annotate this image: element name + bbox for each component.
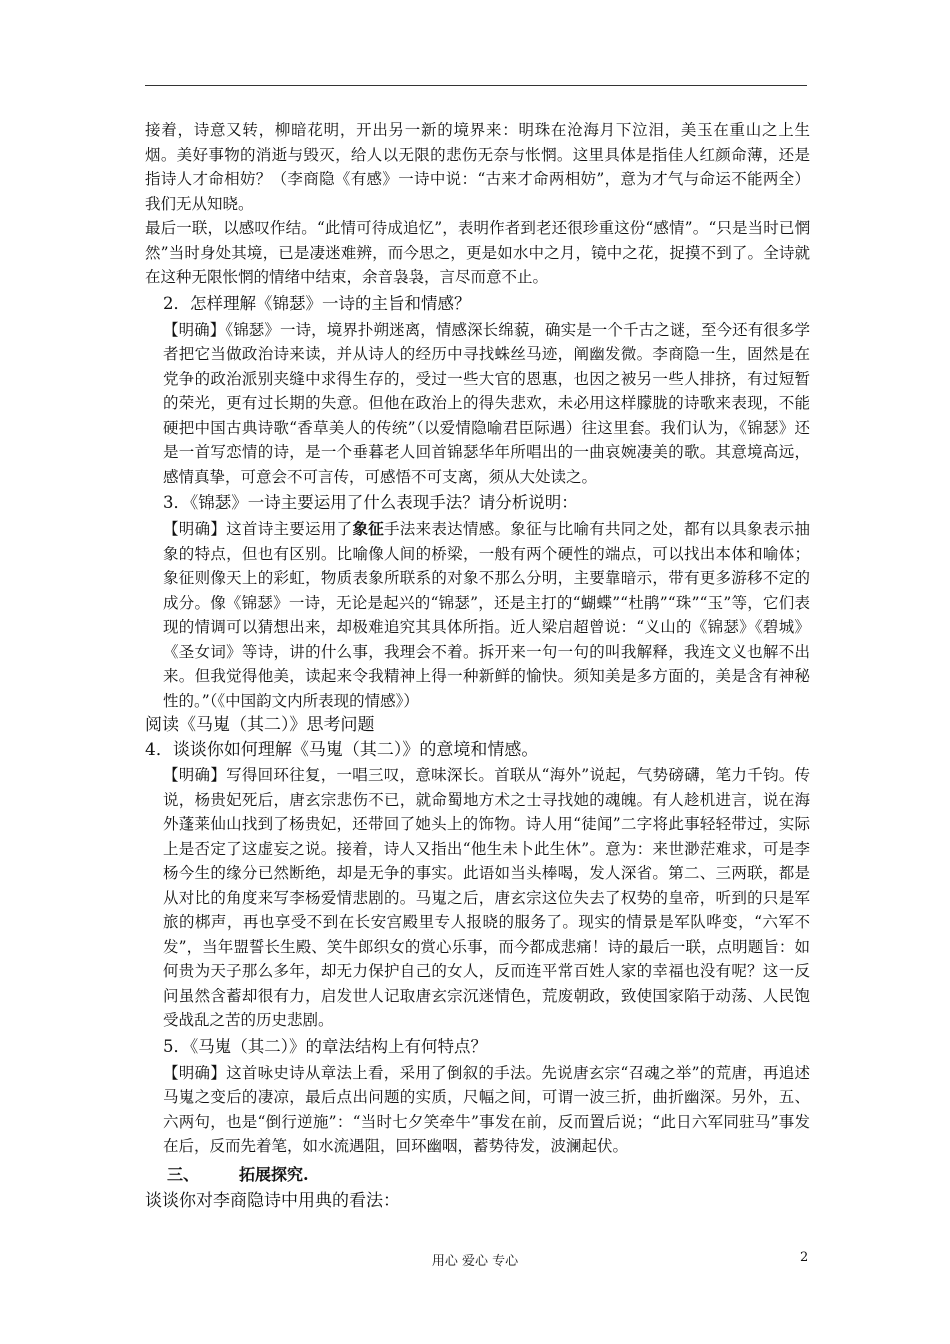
- answer-5: 【明确】这首咏史诗从章法上看，采用了倒叙的手法。先说唐玄宗“召魂之举”的荒唐，再追述马嵬之变后的凄凉，最后点出问题的实质，尺幅之间，可谓一波三折，曲折幽深。另外，五、六两句，也是“倒行逆施”：“当时七夕笑牵牛”事发在前，反而置后说；“此日六军同驻马”事发在后，反而先着笔，如水流遇阻，回环幽咽，蓄势待发，波澜起伏。: [163, 1063, 810, 1155]
- answer-4: 【明确】写得回环往复，一唱三叹，意味深长。首联从“海外”说起，气势磅礴，笔力千钧。传说，杨贵妃死后，唐玄宗悲伤不已，就命蜀地方术之士寻找她的魂魄。有人趁机进言，说在海外蓬莱仙山找到了杨贵妃，还带回了她头上的饰物。诗人用“徒闻”二字将此事轻轻带过，实际上是否定了这虚妄之说。接着，诗人又指出“他生未卜此生休”。意为：来世渺茫难求，可是李杨今生的缘分已然断绝，却是无争的事实。此语如当头棒喝，发人深省。第二、三两联，都是从对比的角度来写李杨爱情悲剧的。马嵬之后，唐玄宗这位失去了权势的皇帝，听到的只是军旅的梆声，再也享受不到在长安宫殿里专人报晓的服务了。现实的情景是军队哗变，“六军不发”，当年盟誓长生殿、笑牛郎织女的赏心乐事，而今都成悲痛！诗的最后一联，点明题旨：如何贵为天子那么多年，却无力保护自己的女人，反而连平常百姓人家的幸福也没有呢？这一反问虽然含蓄却很有力，启发世人记取唐玄宗沉迷情色，荒废朝政，致使国家陷于动荡、人民饱受战乱之苦的历史悲剧。: [163, 766, 810, 1029]
- answer-2: 【明确】《锦瑟》一诗，境界扑朔迷离，情感深长绵藐，确实是一个千古之谜，至今还有很多学者把它当做政治诗来读，并从诗人的经历中寻找蛛丝马迹，阐幽发微。李商隐一生，固然是在党争的政治派别夹缝中求得生存的，受过一些大官的恩惠，也因之被另一些人排挤，有过短暂的荣光，更有过长期的失意。但他在政治上的得失悲欢，未必用这样朦胧的诗歌来表现，不能硬把中国古典诗歌“香草美人的传统”（以爱情隐喻君臣际遇）往这里套。我们认为，《锦瑟》还是一首写恋情的诗，是一个垂暮老人回首锦瑟华年所唱出的一曲哀婉凄美的歌。其意境高远，感情真挚，可意会不可言传，可感悟不可支离，须从大处读之。: [163, 320, 810, 486]
- question-5: 5．《马嵬（其二）》的章法结构上有何特点？: [163, 1036, 487, 1056]
- answer-3: [145, 517, 810, 713]
- section-title: 拓展探究.: [239, 1164, 309, 1184]
- page-number: 2: [800, 1250, 809, 1265]
- final-prompt: 谈谈你对李商隐诗中用典的看法：: [145, 1190, 400, 1211]
- keyword-symbolism: 象征: [352, 519, 385, 538]
- answer-3-lead: 【明确】这首诗主要运用了: [163, 520, 353, 538]
- paragraph-imagery: 接着，诗意又转，柳暗花明，开出另一新的境界来：明珠在沧海月下泣泪，美玉在重山之上生烟。美好事物的消逝与毁灭，给人以无限的悲伤无奈与怅惘。这里具体是指佳人红颜命薄，还是指诗人才命相妨？（李商隐《有感》一诗中说：“古来才命两相妨”，意为才气与命运不能两全）我们无从知晓。: [145, 121, 810, 213]
- question-3: 3．《锦瑟》一诗主要运用了什么表现手法？请分析说明：: [163, 493, 578, 512]
- section-heading: [167, 1163, 810, 1187]
- section-number: 三、: [167, 1164, 200, 1184]
- reading-title: 阅读《马嵬（其二）》思考问题: [145, 715, 375, 735]
- question-2: 2．怎样理解《锦瑟》一诗的主旨和情感？: [163, 293, 471, 313]
- question-4: 4．谈谈你如何理解《马嵬（其二）》的意境和情感。: [145, 740, 539, 760]
- footer-motto: 用心 爱心 专心: [431, 1254, 519, 1269]
- paragraph-last-couplet: 最后一联，以感叹作结。“此情可待成追忆”，表明作者到老还很珍重这份“感情”。“只是当时已惘然”当时身处其境，已是凄迷难辨，而今思之，更是如水中之月，镜中之花，捉摸不到了。全诗就在这种无限怅惘的情绪中结束，余音袅袅，言尽而意不止。: [145, 219, 810, 286]
- document-body: [145, 118, 810, 1214]
- header-rule: [145, 85, 807, 86]
- answer-3-body: 手法来表达情感。象征与比喻有共同之处，都有以具象表示抽象的特点，但也有区别。比喻像人间的桥梁，一般有两个硬性的端点，可以找出本体和喻体；象征则像天上的彩虹，物质表象所联系的对象不那么分明，主要靠暗示，带有更多游移不定的成分。像《锦瑟》一诗，无论是起兴的“锦瑟”，还是主打的“蝴蝶”“杜鹃”“珠”“玉”等，它们表现的情调可以猜想出来，却极难追究其具体所指。近人梁启超曾说：“义山的《锦瑟》《碧城》《圣女词》等诗，讲的什么事，我理会不着。拆开来一句一句的叫我解释，我连文义也解不出来。但我觉得他美，读起来令我精神上得一种新鲜的愉快。须知美是多方面的，美是含有神秘性的。”（《中国韵文内所表现的情感》）: [163, 520, 810, 710]
